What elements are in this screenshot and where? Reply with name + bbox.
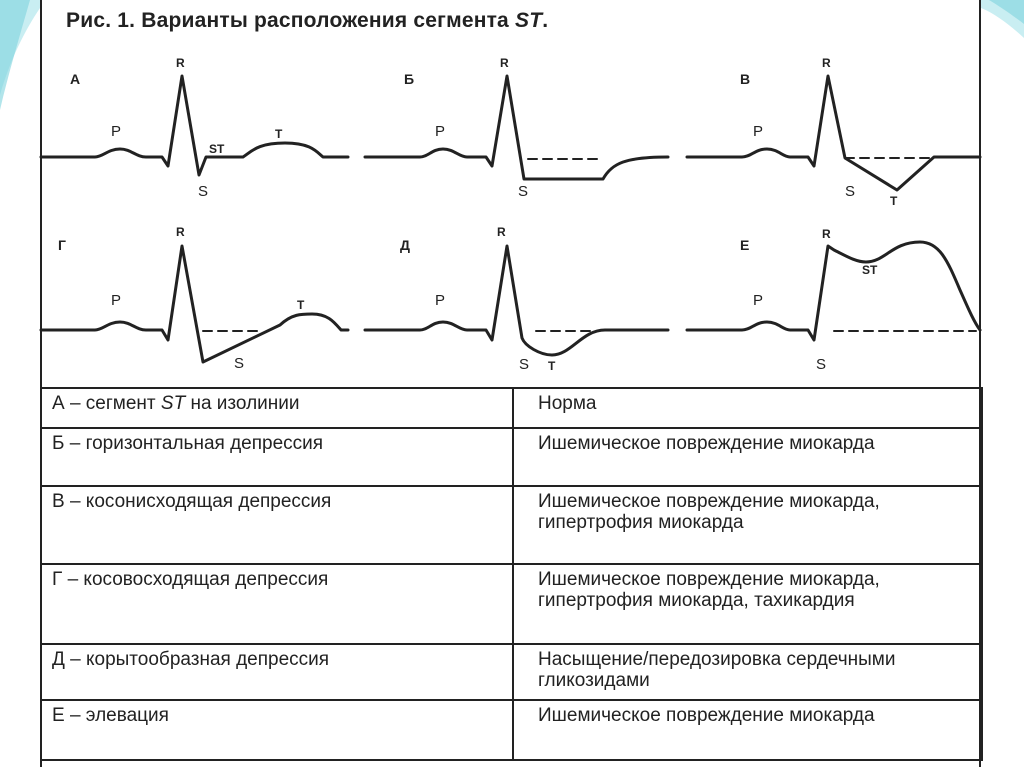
- panel-letter-d: Д: [400, 237, 410, 253]
- table-row: [41, 428, 982, 486]
- label-t: T: [890, 194, 898, 208]
- label-s: S: [845, 183, 856, 200]
- label-r: R: [500, 56, 509, 70]
- panel-letter-g: Г: [58, 237, 66, 253]
- label-p: P: [753, 123, 764, 140]
- variant-cell: А – сегмент ST на изолинии: [41, 388, 513, 428]
- label-p: P: [435, 123, 446, 140]
- label-r: R: [176, 225, 185, 239]
- label-s: S: [816, 356, 827, 373]
- label-s: S: [234, 355, 245, 372]
- label-st: ST: [209, 142, 225, 156]
- label-r: R: [176, 56, 185, 70]
- table-row: [41, 486, 982, 564]
- ecg-trace-d: [365, 246, 668, 355]
- variant-cell: Е – элевация: [41, 700, 513, 760]
- meaning-cell: Ишемическое повреждение миокарда: [513, 700, 982, 760]
- ecg-trace-v: [687, 76, 980, 190]
- meaning-cell: Ишемическое повреждение миокарда, гипертрофия миокарда: [513, 486, 982, 564]
- variant-cell: Г – косовосходящая депрессия: [41, 564, 513, 644]
- variant-cell: В – косонисходящая депрессия: [41, 486, 513, 564]
- variant-cell: Д – корытообразная депрессия: [41, 644, 513, 700]
- label-t: T: [548, 359, 556, 373]
- meaning-cell: Ишемическое повреждение миокарда, гипертрофия миокарда, тахикардия: [513, 564, 982, 644]
- ecg-trace-b: [365, 76, 668, 179]
- meaning-cell: Норма: [513, 388, 982, 428]
- panel-letter-v: В: [740, 71, 751, 87]
- panel-letter-a: А: [70, 71, 81, 87]
- table-row: [41, 700, 982, 760]
- label-r: R: [822, 227, 831, 241]
- label-s: S: [198, 183, 209, 200]
- table-row: [41, 564, 982, 644]
- ecg-trace-a: [41, 76, 348, 175]
- label-p: P: [753, 292, 764, 309]
- label-r: R: [497, 225, 506, 239]
- ecg-trace-e: [687, 242, 980, 340]
- meaning-cell: Насыщение/передозировка сердечными гликозидами: [513, 644, 982, 700]
- label-s: S: [519, 356, 530, 373]
- label-s: S: [518, 183, 529, 200]
- meaning-cell: Ишемическое повреждение миокарда: [513, 428, 982, 486]
- label-t: T: [275, 127, 283, 141]
- label-st: ST: [862, 263, 878, 277]
- label-t: T: [297, 298, 305, 312]
- table-row: [41, 644, 982, 700]
- label-p: P: [111, 123, 122, 140]
- label-p: P: [111, 292, 122, 309]
- label-p: P: [435, 292, 446, 309]
- panel-letter-e: Е: [740, 237, 750, 253]
- label-r: R: [822, 56, 831, 70]
- table-row: [41, 388, 982, 428]
- variant-cell: Б – горизонтальная депрессия: [41, 428, 513, 486]
- figure-title: Рис. 1. Варианты расположения сегмента ST.: [66, 9, 549, 32]
- st-variants-table: [40, 387, 983, 761]
- panel-letter-b: Б: [404, 71, 415, 87]
